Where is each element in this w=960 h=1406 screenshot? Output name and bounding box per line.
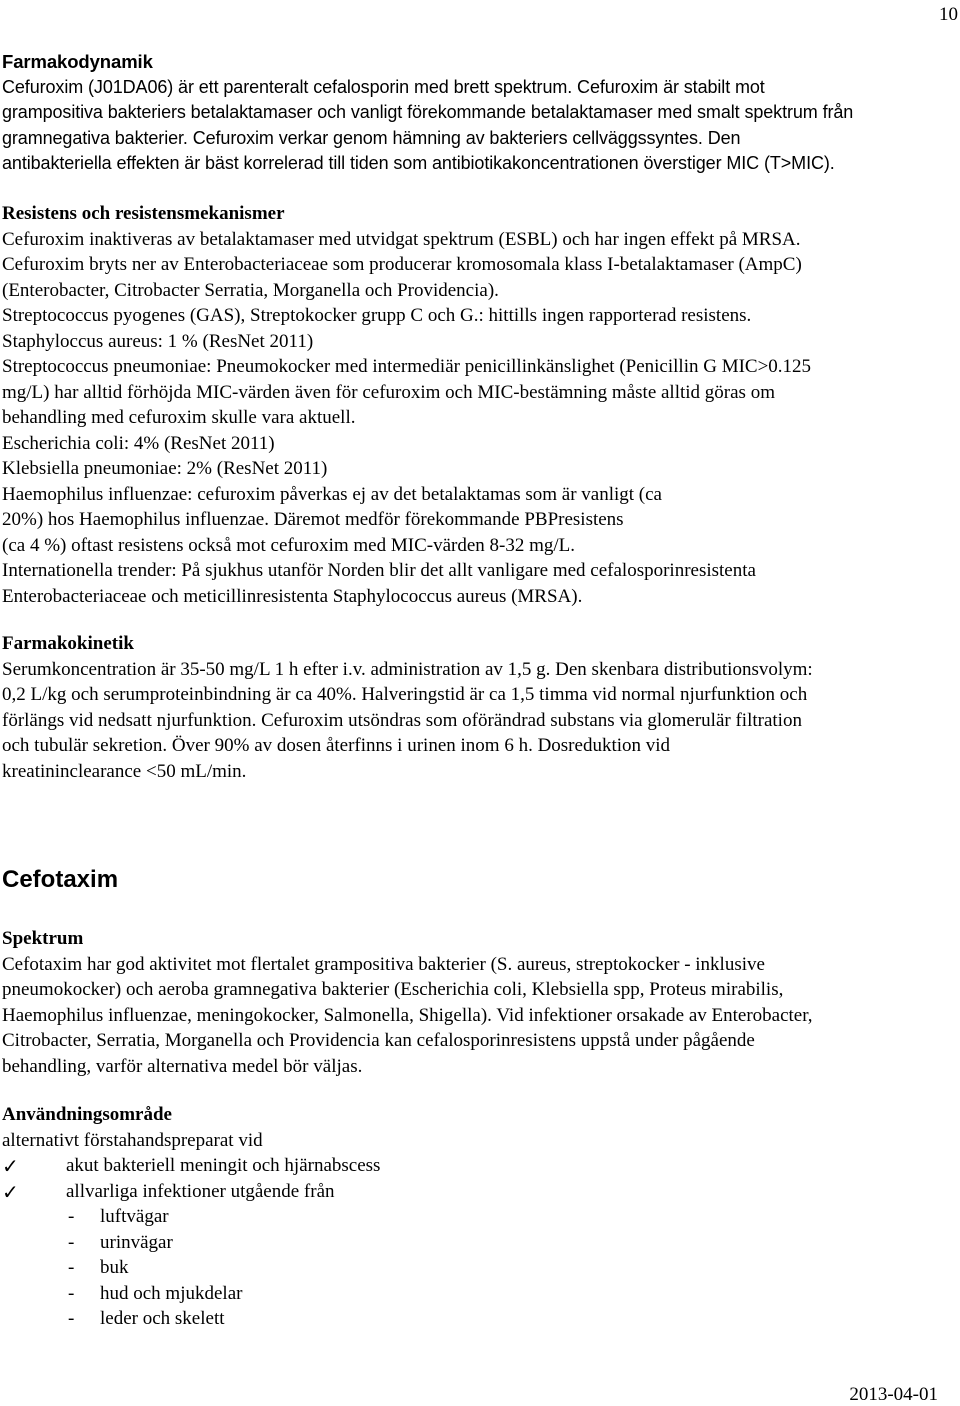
dash-icon: -: [68, 1282, 75, 1304]
text-line: behandling, varför alternativa medel bör väljas.: [2, 1055, 363, 1077]
section-cefotaxim-title: [2, 865, 958, 895]
text-line: förlängs vid nedsatt njurfunktion. Cefuroxim utsöndras som oförändrad substans via glomerulär filtration: [2, 709, 802, 731]
list-item: [2, 1255, 958, 1281]
list-item: [2, 1204, 958, 1230]
text-line: Haemophilus influenzae, meningokocker, Salmonella, Shigella). Vid infektioner orsakade av Enterobacter,: [2, 1004, 813, 1026]
heading-farmakodynamik: Farmakodynamik: [2, 51, 153, 72]
list-item: [2, 1153, 958, 1179]
paragraph-resistens: [2, 227, 958, 610]
list-item: [2, 1179, 958, 1205]
checkmark-icon: ✓: [2, 1154, 19, 1178]
page-number: 10: [939, 4, 958, 25]
page-title: Cefotaxim: [2, 866, 119, 893]
list-item-text: luftvägar: [100, 1206, 169, 1227]
text-line: Citrobacter, Serratia, Morganella och Providencia kan cefalosporinresistens uppstå under pågående: [2, 1030, 755, 1051]
text-line: 20%) hos Haemophilus influenzae. Däremot medför förekommande PBPresistens: [2, 509, 624, 530]
text-line: grampositiva bakteriers betalaktamaser och vanligt förekommande betalaktamaser med smalt spektrum från: [2, 102, 854, 122]
dash-icon: -: [68, 1231, 75, 1253]
text-line: Haemophilus influenzae: cefuroxim påverkas ej av det betalaktamas som är vanligt (ca: [2, 483, 662, 505]
heading-farmakokinetik: Farmakokinetik: [2, 633, 134, 654]
heading-anvandningsomrade: Användningsområde: [2, 1104, 172, 1125]
text-line: Streptococcus pyogenes (GAS), Streptokocker grupp C och G.: hittills ingen rapporterad resistens.: [2, 305, 752, 326]
text-line: (ca 4 %) oftast resistens också mot cefuroxim med MIC-värden 8-32 mg/L.: [2, 534, 576, 556]
text-line: kreatininclearance <50 mL/min.: [2, 760, 247, 782]
list-item-text: akut bakteriell meningit och hjärnabscess: [66, 1155, 381, 1176]
text-line: Staphyloccus aureus: 1 % (ResNet 2011): [2, 330, 314, 352]
text-line: Klebsiella pneumoniae: 2% (ResNet 2011): [2, 458, 328, 479]
list-item-text: urinvägar: [100, 1231, 173, 1253]
text-line: Serumkoncentration är 35-50 mg/L 1 h efter i.v. administration av 1,5 g. Den skenbara distributionsvolym:: [2, 658, 813, 680]
section-anvandningsomrade: [2, 1102, 958, 1332]
section-spektrum: [2, 926, 958, 1079]
paragraph-spektrum: [2, 952, 958, 1080]
text-line: 0,2 L/kg och serumproteinbindning är ca 40%. Halveringstid är ca 1,5 timma vid normal njurfunktion och: [2, 684, 808, 705]
text-line: (Enterobacter, Citrobacter Serratia, Morganella och Providencia).: [2, 279, 499, 301]
text-line: Streptococcus pneumoniae: Pneumokocker med intermediär penicillinkänslighet (Penicillin G MIC>0.125: [2, 356, 812, 377]
list-item: [2, 1281, 958, 1307]
text-line: och tubulär sekretion. Över 90% av dosen återfinns i urinen inom 6 h. Dosreduktion vid: [2, 735, 671, 756]
heading-resistens: Resistens och resistensmekanismer: [2, 203, 285, 224]
text-line: mg/L) har alltid förhöjda MIC-värden även för cefuroxim och MIC-bestämning måste alltid göras om: [2, 381, 775, 403]
check-list: [2, 1153, 958, 1204]
text-line: Cefotaxim har god aktivitet mot flertalet grampositiva bakterier (S. aureus, streptokocker - inklusive: [2, 953, 765, 975]
dash-list: [2, 1204, 958, 1332]
section-farmakokinetik: [2, 631, 958, 784]
text-line: Internationella trender: På sjukhus utanför Norden blir det allt vanligare med cefalosporinresistenta: [2, 560, 756, 581]
list-item: [2, 1306, 958, 1332]
text-line: Cefuroxim bryts ner av Enterobacteriaceae som producerar kromosomala klass I-betalaktamaser (AmpC): [2, 254, 802, 275]
list-item-text: hud och mjukdelar: [100, 1282, 243, 1304]
text-line: Cefuroxim (J01DA06) är ett parenteralt cefalosporin med brett spektrum. Cefuroxim är stabilt mot: [2, 76, 765, 97]
paragraph-farmakokinetik: [2, 657, 958, 785]
checkmark-icon: ✓: [2, 1179, 19, 1204]
list-item-text: buk: [100, 1257, 129, 1278]
text-line: antibakteriella effekten är bäst korrelerad till tiden som antibiotikakoncentrationen överstiger MIC (T>MIC).: [2, 153, 835, 173]
section-farmakodynamik: [2, 49, 958, 177]
section-resistens: [2, 201, 958, 609]
footer-date: 2013-04-01: [849, 1384, 938, 1405]
intro-text: alternativt förstahandspreparat vid: [2, 1129, 263, 1151]
dash-icon: -: [68, 1257, 75, 1278]
heading-spektrum: Spektrum: [2, 928, 84, 949]
text-line: behandling med cefuroxim skulle vara aktuell.: [2, 407, 356, 428]
dash-icon: -: [68, 1308, 75, 1329]
dash-icon: -: [68, 1206, 75, 1227]
text-line: Enterobacteriaceae och meticillinresistenta Staphylococcus aureus (MRSA).: [2, 585, 583, 607]
list-item: [2, 1230, 958, 1256]
list-item-text: leder och skelett: [100, 1308, 225, 1329]
list-item-text: allvarliga infektioner utgående från: [66, 1180, 335, 1202]
text-line: pneumokocker) och aeroba gramnegativa bakterier (Escherichia coli, Klebsiella spp, Proteus mirabilis,: [2, 979, 784, 1000]
paragraph-farmakodynamik: [2, 75, 958, 177]
text-line: Escherichia coli: 4% (ResNet 2011): [2, 432, 275, 454]
text-line: Cefuroxim inaktiveras av betalaktamaser med utvidgat spektrum (ESBL) och har ingen effekt på MRSA.: [2, 228, 801, 250]
text-line: gramnegativa bakterier. Cefuroxim verkar genom hämning av bakteriers cellväggssyntes. Den: [2, 127, 741, 148]
